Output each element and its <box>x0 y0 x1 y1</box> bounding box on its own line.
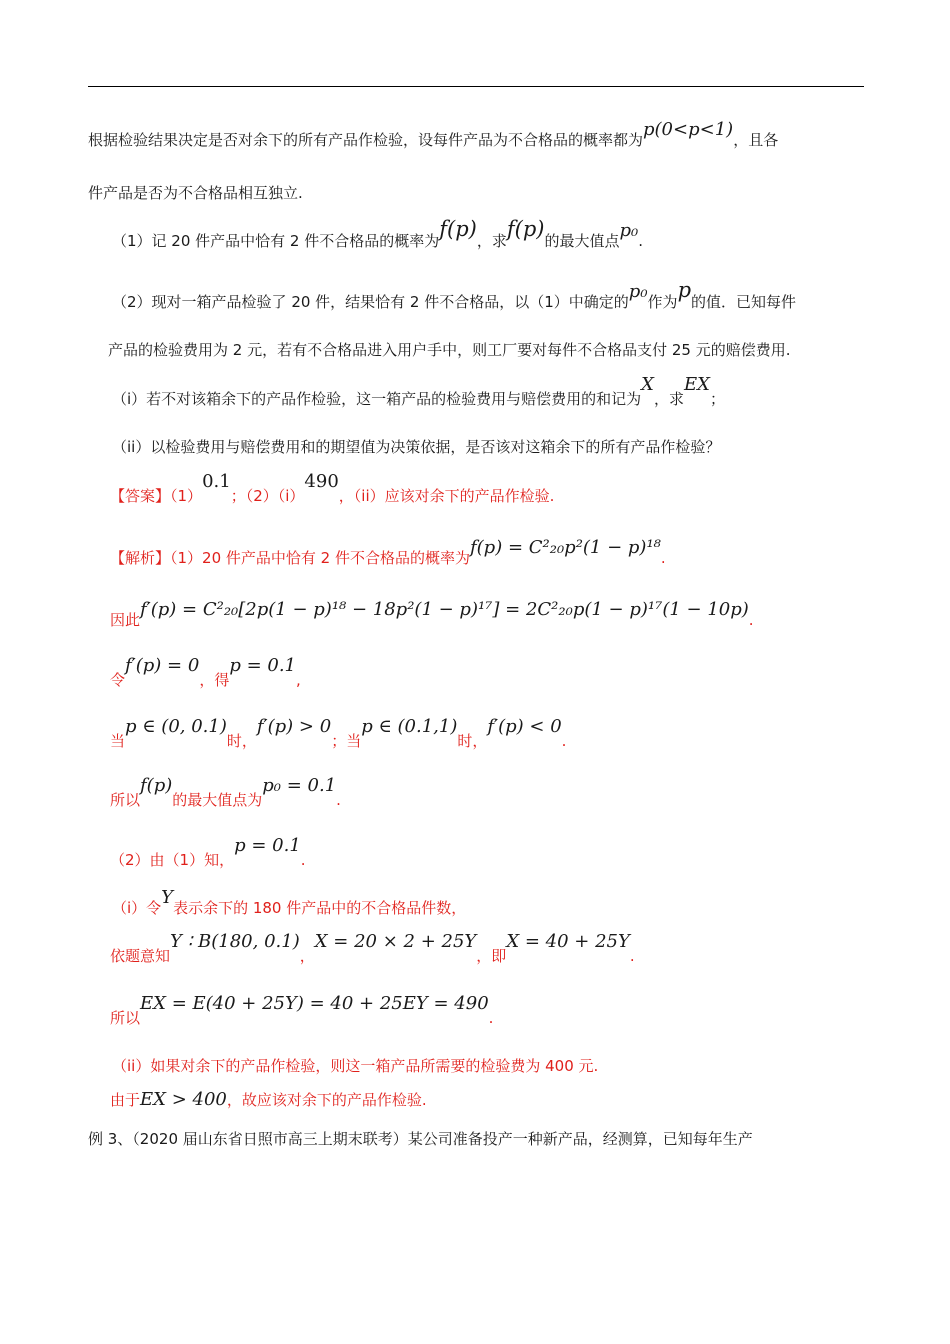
analysis-l8-m3: X = 40 + 25Y <box>506 931 630 952</box>
analysis-line-2 <box>110 599 754 630</box>
analysis-l5-m1: f(p) <box>140 775 173 796</box>
analysis-line-5 <box>110 775 341 810</box>
q1-text-b: ，求 <box>476 232 507 250</box>
analysis-l11-b: ，故应该对余下的产品作检验. <box>226 1091 427 1109</box>
analysis-l9-b: . <box>488 1009 494 1027</box>
analysis-l4-m2: f′(p) > 0 <box>256 716 332 737</box>
analysis-l4-c: ；当 <box>331 732 362 750</box>
analysis-l4-m4: f′(p) < 0 <box>487 716 562 737</box>
q2i-math-x: X <box>641 374 654 395</box>
analysis-l1-text: （1）20 件产品中恰有 2 件不合格品的概率为 <box>170 549 470 567</box>
analysis-l8-m1: Y ∶ B(180, 0.1) <box>170 931 300 952</box>
question-2i <box>112 374 725 409</box>
analysis-l6-b: . <box>300 851 306 869</box>
analysis-l11-m: EX > 400 <box>140 1089 227 1110</box>
answer-part1: （1） <box>170 487 203 505</box>
analysis-label: 【解析】 <box>110 549 171 567</box>
analysis-line-7 <box>112 887 467 918</box>
q2i-text-a: （i）若不对该箱余下的产品作检验，这一箱产品的检验费用与赔偿费用的和记为 <box>112 390 642 408</box>
analysis-l8-d: . <box>629 947 635 965</box>
analysis-l2-text: 因此 <box>110 611 141 629</box>
q2-math-p0: p₀ <box>628 281 648 302</box>
analysis-l2-math: f′(p) = C²₂₀[2p(1 − p)¹⁸ − 18p²(1 − p)¹⁷] = 2C²₂₀p(1 − p)¹⁷(1 − 10p) <box>140 599 749 620</box>
analysis-l6-a: （2）由（1）知， <box>110 851 235 869</box>
intro-text: 根据检验结果决定是否对余下的所有产品作检验，设每件产品为不合格品的概率都为 <box>88 131 644 149</box>
q1-math-f: f(p) <box>439 217 477 241</box>
analysis-line-6 <box>110 835 306 870</box>
question-2ii: （ii）以检验费用与赔偿费用和的期望值为决策依据，是否该对这箱余下的所有产品作检验？ <box>112 438 721 456</box>
analysis-l4-a: 当 <box>110 732 126 750</box>
q2i-math-ex: EX <box>684 374 710 395</box>
intro-line-1 <box>88 119 779 150</box>
analysis-l5-m2: p₀ = 0.1 <box>262 775 337 796</box>
analysis-l5-b: 的最大值点为 <box>172 791 263 809</box>
q2-text-b: 作为 <box>647 293 678 311</box>
analysis-l4-m3: p ∈ (0.1,1) <box>361 716 458 737</box>
question-2-line-2: 产品的检验费用为 2 元，若有不合格品进入用户手中，则工厂要对每件不合格品支付 25 元的赔偿费用. <box>108 341 791 359</box>
q1-math-p0: p₀ <box>619 220 639 241</box>
answer-label: 【答案】 <box>110 487 171 505</box>
q2i-text-b: ，求 <box>654 390 685 408</box>
analysis-l4-b: 时， <box>226 732 257 750</box>
analysis-line-8 <box>110 931 635 966</box>
q2-text-a: （2）现对一箱产品检验了 20 件，结果恰有 2 件不合格品，以（1）中确定的 <box>112 293 629 311</box>
answer-sep1: ；（2）（i） <box>230 487 305 505</box>
question-1 <box>112 217 644 251</box>
header-rule <box>88 86 864 87</box>
analysis-l6-m: p = 0.1 <box>234 835 301 856</box>
analysis-l7-a: （i）令 <box>112 899 162 917</box>
analysis-l4-m1: p ∈ (0, 0.1) <box>125 716 227 737</box>
analysis-l5-a: 所以 <box>110 791 141 809</box>
answer-value-2: 490 <box>304 471 339 492</box>
example-3: 例 3、（2020 届山东省日照市高三上期末联考）某公司准备投产一种新产品，经测算，已知每年生产 <box>88 1130 753 1148</box>
analysis-line-9 <box>110 993 494 1028</box>
answer-line <box>110 471 555 506</box>
q1-math-f2: f(p) <box>506 217 545 241</box>
analysis-line-3 <box>110 655 301 690</box>
q1-text-c: 的最大值点 <box>544 232 620 250</box>
analysis-l3-text: 令 <box>110 671 126 689</box>
analysis-l1-math: f(p) = C²₂₀p²(1 − p)¹⁸ <box>470 537 661 558</box>
analysis-l3-mid: ，得 <box>199 671 230 689</box>
analysis-l7-b: 表示余下的 180 件产品中的不合格品件数， <box>173 899 467 917</box>
analysis-l3-math2: p = 0.1 <box>229 655 297 676</box>
intro-tail: ，且各 <box>733 131 779 149</box>
analysis-l5-c: . <box>336 791 341 809</box>
analysis-l11-a: 由于 <box>110 1091 141 1109</box>
analysis-line-4 <box>110 716 567 751</box>
answer-sep2: ，（ii）应该对余下的产品作检验. <box>338 487 555 505</box>
q2-text-c: 的值．已知每件 <box>691 293 797 311</box>
analysis-l3-math: f′(p) = 0 <box>125 655 200 676</box>
q1-text-a: （1）记 20 件产品中恰有 2 件不合格品的概率为 <box>112 232 440 250</box>
analysis-line-11 <box>110 1090 427 1110</box>
analysis-l1-end: . <box>660 549 666 567</box>
q2i-text-c: ； <box>709 390 725 408</box>
analysis-l9-a: 所以 <box>110 1009 141 1027</box>
q1-text-d: . <box>638 232 644 250</box>
analysis-l4-e: . <box>561 732 567 750</box>
analysis-l8-b: ， <box>299 947 315 965</box>
q2-math-p: p <box>677 278 692 302</box>
analysis-l8-m2: X = 20 × 2 + 25Y <box>314 931 477 952</box>
analysis-l7-m: Y <box>161 887 174 908</box>
analysis-line-10: （ii）如果对余下的产品作检验，则这一箱产品所需要的检验费为 400 元. <box>112 1057 599 1075</box>
analysis-l4-d: 时， <box>457 732 488 750</box>
analysis-l8-c: ，即 <box>476 947 507 965</box>
intro-math: p(0<p<1) <box>643 119 734 140</box>
analysis-l9-m: EX = E(40 + 25Y) = 40 + 25EY = 490 <box>140 993 489 1014</box>
answer-value-1: 0.1 <box>202 471 231 492</box>
analysis-l3-end: , <box>296 671 301 689</box>
analysis-l8-a: 依题意知 <box>110 947 171 965</box>
analysis-line-1 <box>110 537 666 568</box>
intro-line-2: 件产品是否为不合格品相互独立. <box>88 184 303 202</box>
question-2 <box>112 278 797 312</box>
analysis-l2-end: . <box>748 611 754 629</box>
